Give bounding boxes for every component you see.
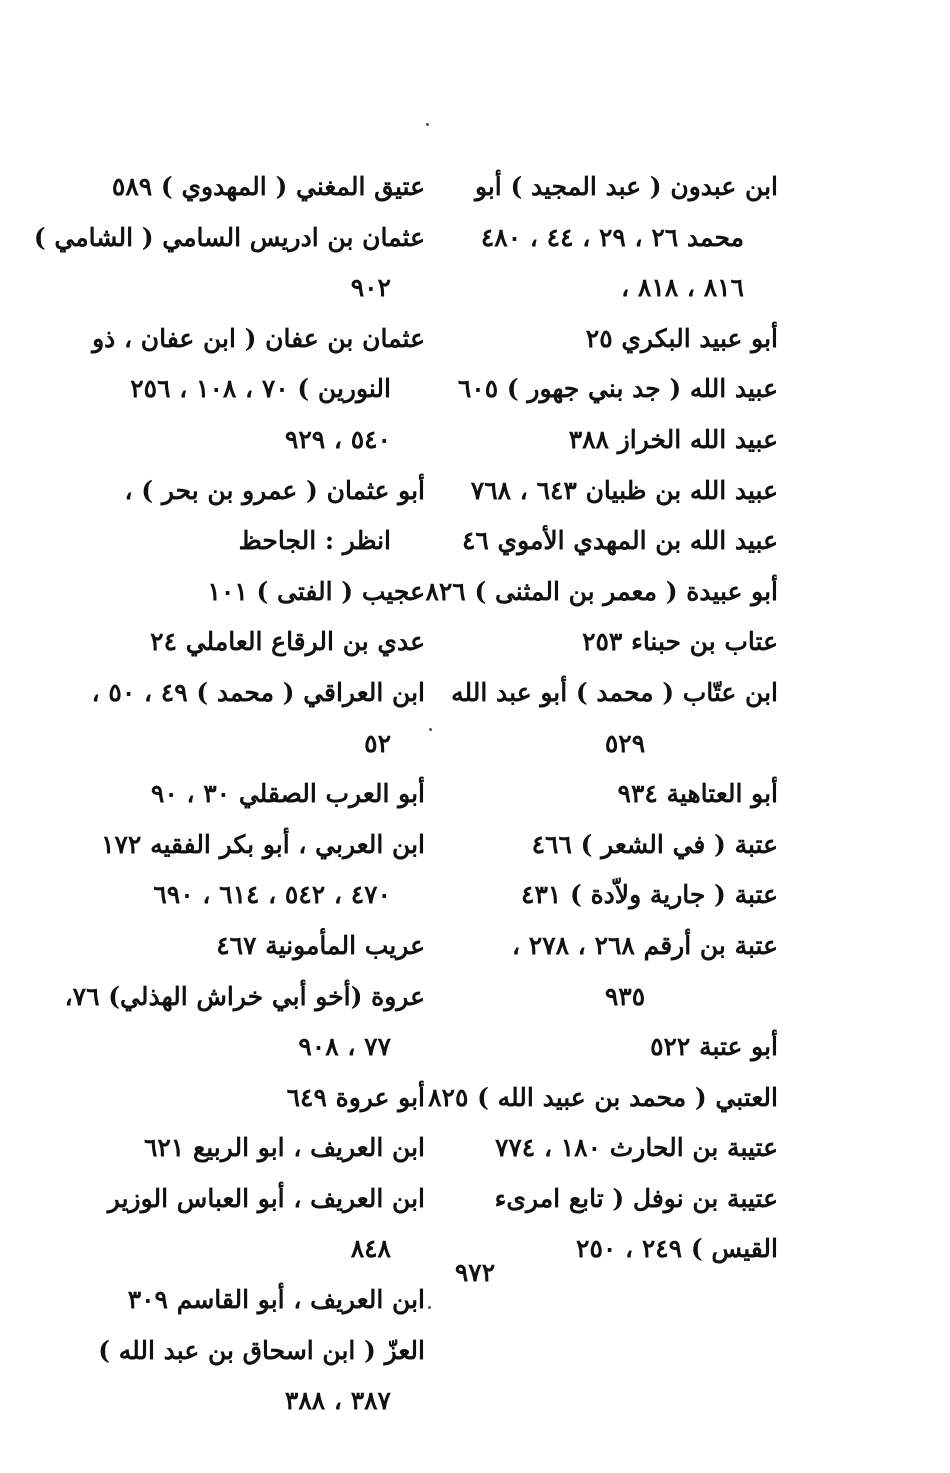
index-line: أبو عتبة ٥٢٢ (650, 1032, 778, 1062)
index-line: أبو عروة ٦٤٩ (286, 1082, 425, 1112)
page-number: ٩٧٢ (454, 1258, 496, 1287)
index-line: ٥٢ (364, 728, 391, 758)
index-line: ٨١٦ ، ٨١٨ ، (621, 273, 744, 303)
index-line: عبيد الله ( جد بني جهور ) ٦٠٥ (457, 374, 778, 404)
index-line: ابن عتّاب ( محمد ) أبو عبد الله (451, 677, 778, 707)
index-line: عبيد الله الخراز ٣٨٨ (568, 424, 778, 454)
index-line: عتبة بن أرقم ٢٦٨ ، ٢٧٨ ، (512, 930, 778, 960)
index-line: أبو العرب الصقلي ٣٠ ، ٩٠ (150, 779, 425, 809)
index-line: عدي بن الرقاع العاملي ٢٤ (150, 627, 425, 657)
index-line: القيس ) ٢٤٩ ، ٢٥٠ (576, 1234, 778, 1264)
index-line: ٥٤٠ ، ٩٢٩ (284, 424, 391, 454)
scan-speck (428, 1306, 431, 1309)
index-line: محمد ٢٦ ، ٢٩ ، ٤٤ ، ٤٨٠ (480, 222, 744, 252)
index-line: ابن العراقي ( محمد ) ٤٩ ، ٥٠ ، (91, 677, 425, 707)
index-line: أبو العتاهية ٩٣٤ (617, 779, 778, 809)
index-line: ٩٠٢ (350, 273, 391, 303)
index-line: ٣٨٧ ، ٣٨٨ (284, 1386, 391, 1416)
index-line: عتيبة بن نوفل ( تابع امرىء (494, 1183, 778, 1213)
index-line: عبيد الله بن ظبيان ٦٤٣ ، ٧٦٨ (470, 475, 778, 505)
index-line: ابن العربي ، أبو بكر الفقيه ١٧٢ (101, 829, 425, 859)
index-column-left (33, 162, 425, 1427)
index-line: ابن العريف ، أبو العباس الوزير (107, 1183, 425, 1213)
index-line: ٤٧٠ ، ٥٤٢ ، ٦١٤ ، ٦٩٠ (153, 880, 391, 910)
index-line: ٥٢٩ (604, 728, 646, 758)
index-line: ٨٤٨ (350, 1234, 391, 1264)
index-line: عروة (أخو أبي خراش الهذلي) ٧٦، (64, 981, 425, 1011)
scan-speck (426, 123, 429, 126)
index-line: ابن العريف ، ابو الربيع ٦٢١ (143, 1133, 425, 1163)
index-line: ٧٧ ، ٩٠٨ (298, 1032, 391, 1062)
index-line: عبيد الله بن المهدي الأموي ٤٦ (461, 526, 778, 556)
index-line: عتبة ( جارية ولاّدة ) ٤٣١ (521, 880, 778, 910)
index-line: عريب المأمونية ٤٦٧ (216, 930, 425, 960)
index-line: عتبة ( في الشعر ) ٤٦٦ (531, 829, 778, 859)
index-line: عتاب بن حبناء ٢٥٣ (582, 627, 778, 657)
index-line: ابن العريف ، أبو القاسم ٣٠٩ (127, 1285, 425, 1315)
index-line: انظر : الجاحظ (238, 526, 391, 556)
index-line: ابن عبدون ( عبد المجيد ) أبو (474, 172, 778, 201)
index-line: أبو عبيدة ( معمر بن المثنى ) ٨٢٦ (425, 576, 778, 606)
index-line: العتبي ( محمد بن عبيد الله ) ٨٢٥ (428, 1082, 778, 1112)
index-line: عتيق المغني ( المهدوي ) ٥٨٩ (111, 172, 425, 201)
index-line: ٩٣٥ (604, 981, 646, 1011)
index-line: عتيبة بن الحارث ١٨٠ ، ٧٧٤ (494, 1133, 778, 1163)
index-line: عثمان بن عفان ( ابن عفان ، ذو (92, 323, 425, 353)
scan-speck (429, 728, 432, 731)
index-line: عثمان بن ادريس السامي ( الشامي ) (33, 222, 425, 252)
index-line: العزّ ( ابن اسحاق بن عبد الله ) (98, 1335, 425, 1365)
index-line: أبو عبيد البكري ٢٥ (585, 323, 778, 353)
index-line: النورين ) ٧٠ ، ١٠٨ ، ٢٥٦ (130, 374, 391, 404)
index-line: عجيب ( الفتى ) ١٠١ (207, 576, 425, 606)
index-line: أبو عثمان ( عمرو بن بحر ) ، (124, 475, 425, 505)
